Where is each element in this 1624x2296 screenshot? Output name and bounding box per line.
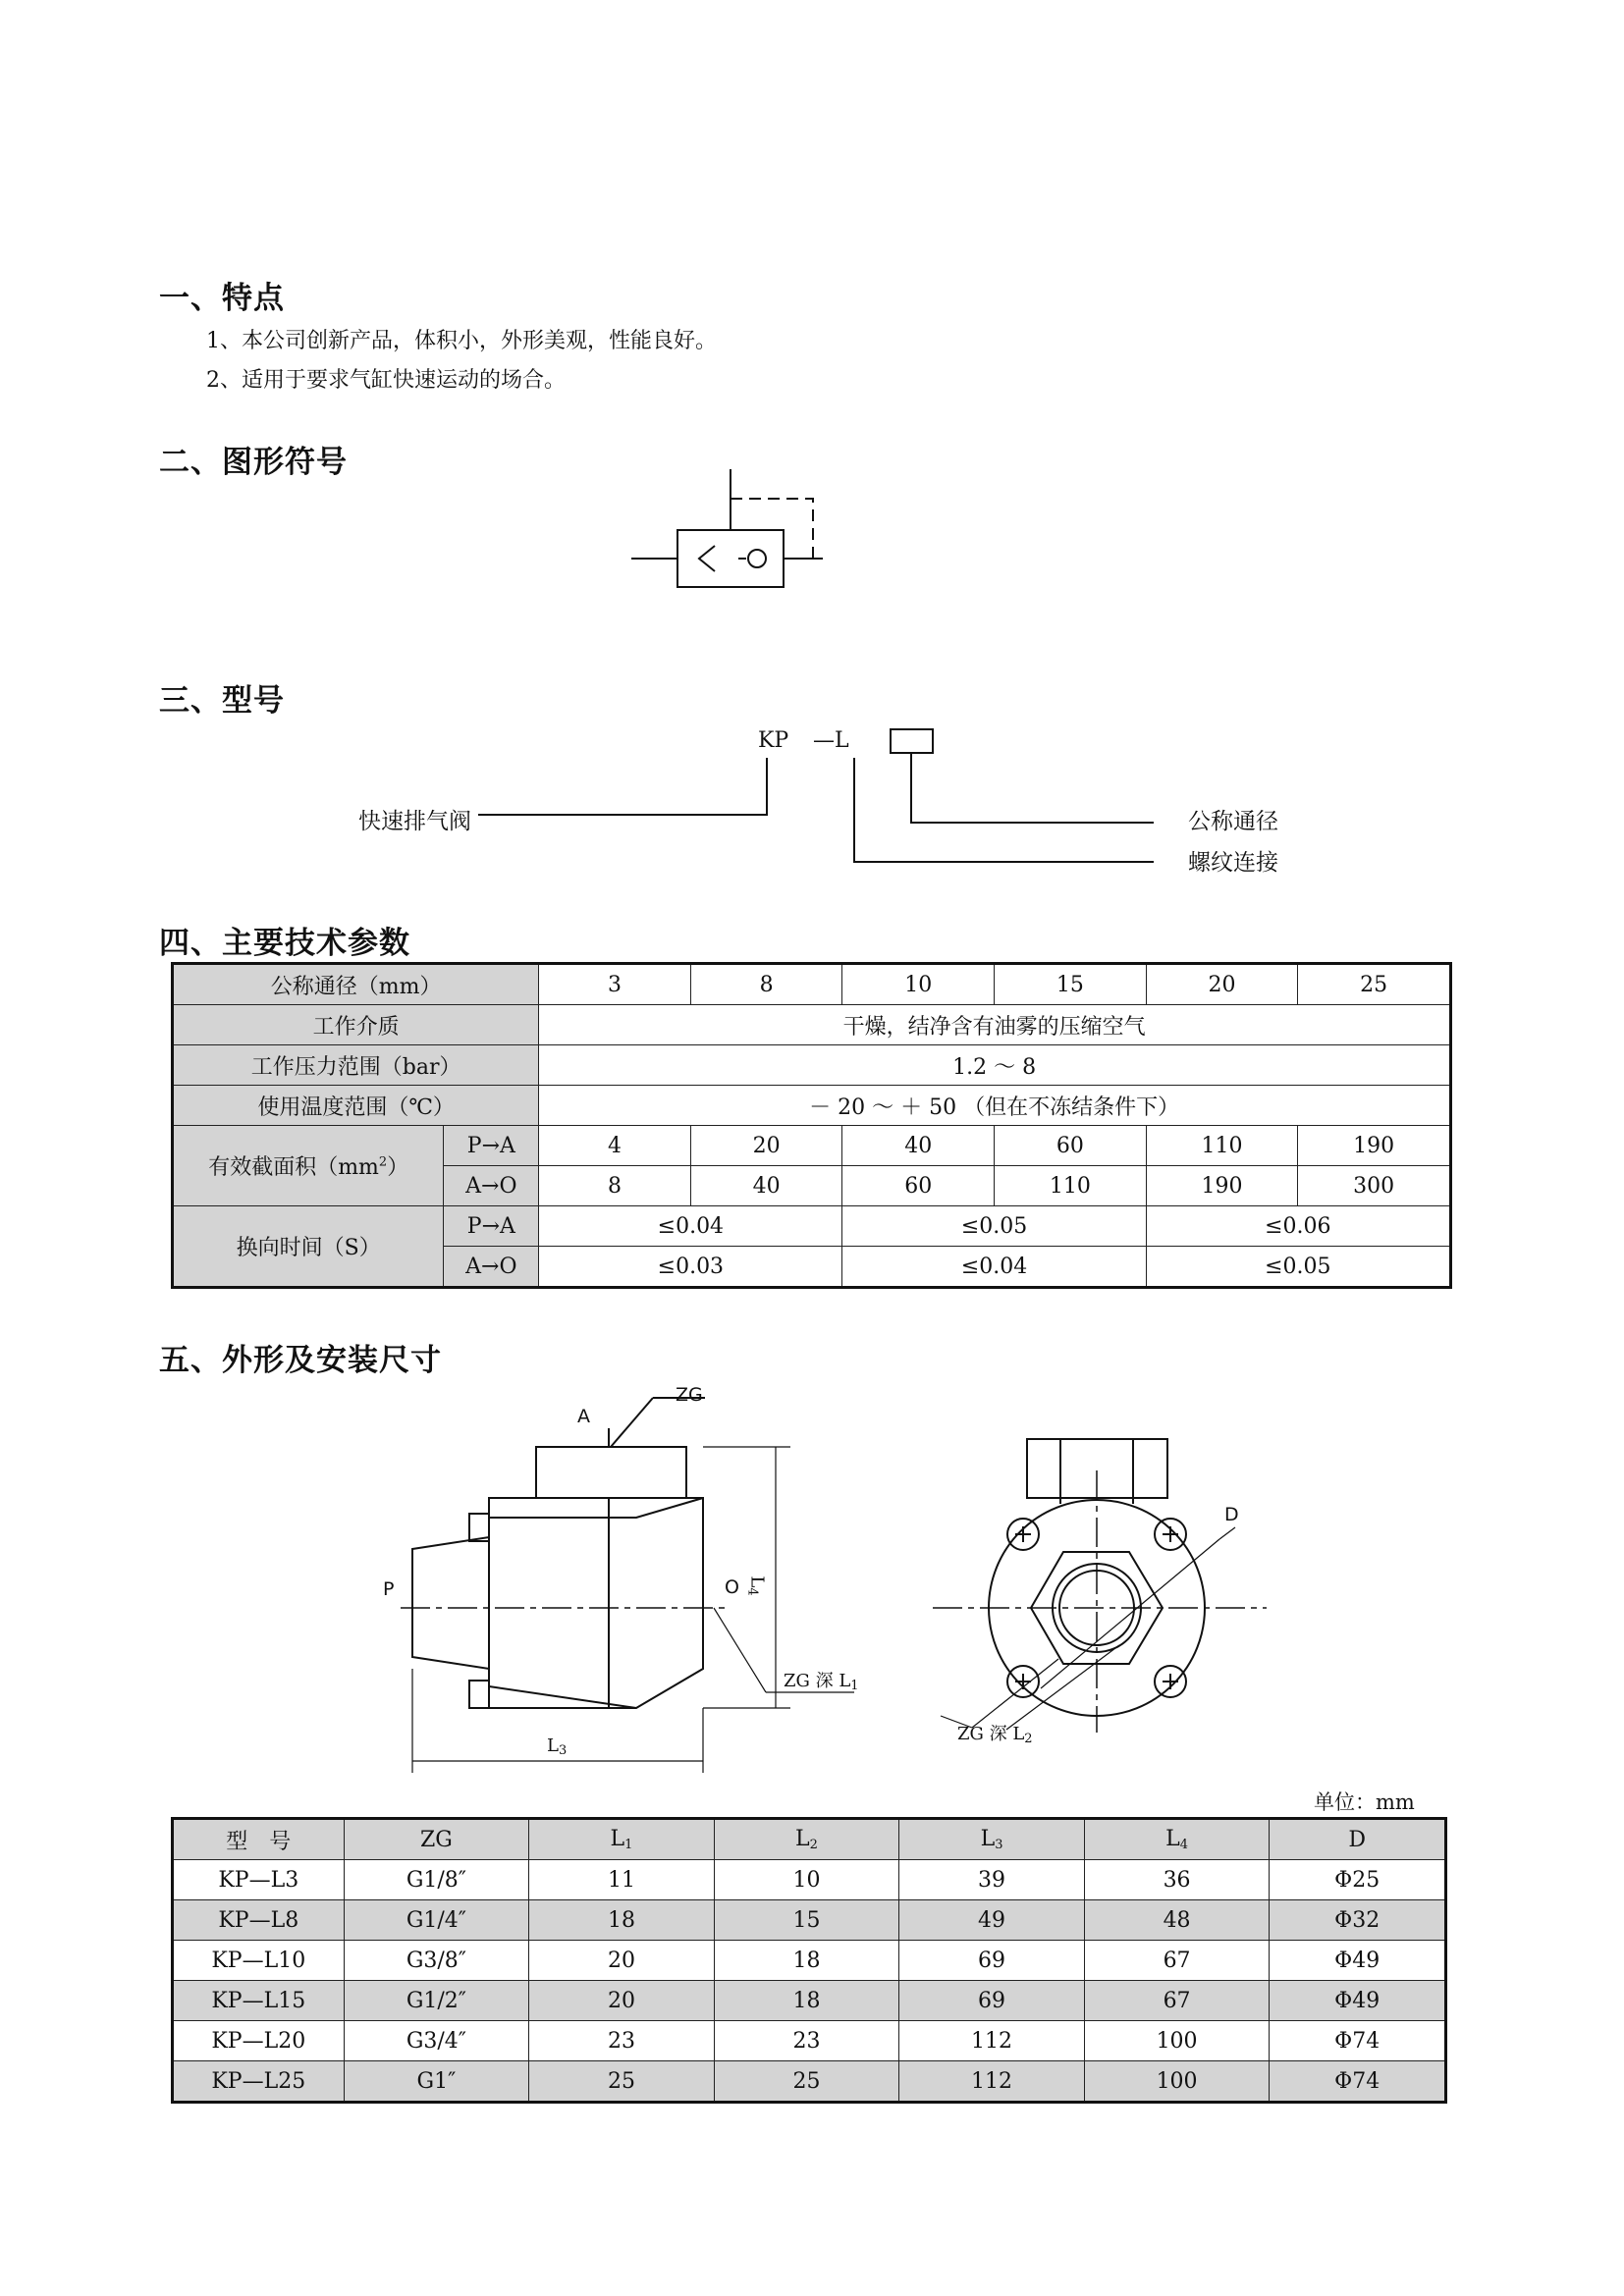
cell: KP—L3 <box>173 1860 345 1900</box>
spec-diameter-cell: 25 <box>1298 964 1451 1005</box>
spec-label-diameter: 公称通径（mm） <box>173 964 539 1005</box>
header-cell: $L_1$ <box>529 1819 715 1860</box>
cell: KP—L8 <box>173 1900 345 1941</box>
spec-area-cell: 60 <box>995 1126 1147 1166</box>
spec-diameter-cell: 15 <box>995 964 1147 1005</box>
cell: 67 <box>1084 1981 1270 2021</box>
cell: 18 <box>529 1900 715 1941</box>
spec-area-cell: 8 <box>539 1166 691 1206</box>
cell: KP—L25 <box>173 2061 345 2103</box>
spec-area-cell: 4 <box>539 1126 691 1166</box>
spec-area-cell: 40 <box>690 1166 842 1206</box>
cell: KP—L10 <box>173 1941 345 1981</box>
spec-switch-cell: ≤0.03 <box>539 1247 842 1288</box>
table-row <box>173 1981 1446 2021</box>
table-row <box>173 1086 1451 1126</box>
spec-label-switch: 换向时间（S） <box>173 1206 444 1288</box>
label-p: P <box>383 1578 395 1600</box>
label-l3: $L_3$ <box>547 1735 568 1758</box>
front-view-drawing <box>933 1439 1267 1733</box>
spec-switch-cell: ≤0.05 <box>1146 1247 1450 1288</box>
section-params-heading: 四、主要技术参数 <box>159 926 410 961</box>
spec-switch-cell: ≤0.06 <box>1146 1206 1450 1247</box>
model-code-l: —L <box>813 728 849 753</box>
cell: Φ25 <box>1270 1860 1446 1900</box>
table-row <box>173 1206 1451 1247</box>
cell: 18 <box>714 1941 899 1981</box>
spec-switch-cell: ≤0.04 <box>539 1206 842 1247</box>
table-row <box>173 2021 1446 2061</box>
header-cell: D <box>1270 1819 1446 1860</box>
cell: G3/8″ <box>344 1941 529 1981</box>
model-label-thread: 螺纹连接 <box>1188 850 1278 876</box>
label-l4: $L_4$ <box>744 1575 768 1596</box>
spec-ao-label: A→O <box>444 1247 539 1288</box>
label-zg-l1: ZG 深 $L_1$ <box>784 1671 859 1693</box>
cell: 112 <box>899 2061 1085 2103</box>
spec-area-cell: 300 <box>1298 1166 1451 1206</box>
spec-temp-value: － 20 ～ ＋ 50 （但在不冻结条件下） <box>539 1086 1451 1126</box>
header-cell: ZG <box>344 1819 529 1860</box>
spec-diameter-cell: 20 <box>1146 964 1298 1005</box>
label-zg: ZG <box>676 1384 703 1406</box>
spec-area-cell: 110 <box>995 1166 1147 1206</box>
spec-area-cell: 190 <box>1146 1166 1298 1206</box>
cell: G1/8″ <box>344 1860 529 1900</box>
table-row <box>173 1126 1451 1166</box>
dimension-table <box>171 1817 1447 2104</box>
label-o: O <box>725 1576 739 1598</box>
table-row <box>173 1941 1446 1981</box>
cell: 112 <box>899 2021 1085 2061</box>
model-label-diameter: 公称通径 <box>1188 809 1278 834</box>
quick-exhaust-valve-symbol <box>631 469 823 587</box>
spec-switch-cell: ≤0.04 <box>842 1247 1146 1288</box>
label-zg-l2: ZG 深 $L_2$ <box>957 1724 1033 1746</box>
cell: 18 <box>714 1981 899 2021</box>
cell: Φ74 <box>1270 2061 1446 2103</box>
spec-diameter-cell: 3 <box>539 964 691 1005</box>
cell: 20 <box>529 1941 715 1981</box>
spec-diameter-cell: 10 <box>842 964 995 1005</box>
cell: G3/4″ <box>344 2021 529 2061</box>
table-row <box>173 1860 1446 1900</box>
spec-area-cell: 110 <box>1146 1126 1298 1166</box>
spec-area-cell: 20 <box>690 1126 842 1166</box>
spec-pa-label: P→A <box>444 1206 539 1247</box>
cell: KP—L20 <box>173 2021 345 2061</box>
cell: KP—L15 <box>173 1981 345 2021</box>
label-d: D <box>1224 1504 1239 1525</box>
cell: 11 <box>529 1860 715 1900</box>
cell: Φ49 <box>1270 1981 1446 2021</box>
table-row <box>173 1045 1451 1086</box>
side-view-drawing <box>401 1398 854 1773</box>
model-code-kp: KP <box>758 728 789 753</box>
table-row <box>173 1005 1451 1045</box>
cell: G1/4″ <box>344 1900 529 1941</box>
header-cell: $L_2$ <box>714 1819 899 1860</box>
cell: 49 <box>899 1900 1085 1941</box>
spec-pa-label: P→A <box>444 1126 539 1166</box>
spec-diameter-cell: 8 <box>690 964 842 1005</box>
header-cell: 型 号 <box>173 1819 345 1860</box>
spec-pressure-value: 1.2 ～ 8 <box>539 1045 1451 1086</box>
feature-2: 2、适用于要求气缸快速运动的场合。 <box>206 368 566 393</box>
cell: 48 <box>1084 1900 1270 1941</box>
cell: 67 <box>1084 1941 1270 1981</box>
spec-label-temp: 使用温度范围（℃） <box>173 1086 539 1126</box>
section-features-heading: 一、特点 <box>159 281 285 316</box>
spec-ao-label: A→O <box>444 1166 539 1206</box>
header-cell: $L_3$ <box>899 1819 1085 1860</box>
spec-switch-cell: ≤0.05 <box>842 1206 1146 1247</box>
cell: 23 <box>714 2021 899 2061</box>
cell: 20 <box>529 1981 715 2021</box>
spec-label-medium: 工作介质 <box>173 1005 539 1045</box>
cell: 15 <box>714 1900 899 1941</box>
cell: 10 <box>714 1860 899 1900</box>
spec-area-cell: 190 <box>1298 1126 1451 1166</box>
spec-area-cell: 40 <box>842 1126 995 1166</box>
cell: 69 <box>899 1941 1085 1981</box>
spec-label-area: 有效截面积$(mm^2)$ <box>173 1126 444 1206</box>
cell: 25 <box>529 2061 715 2103</box>
table-header-row <box>173 1819 1446 1860</box>
feature-1: 1、本公司创新产品，体积小，外形美观，性能良好。 <box>206 329 717 353</box>
cell: G1/2″ <box>344 1981 529 2021</box>
header-cell: $L_4$ <box>1084 1819 1270 1860</box>
cell: G1″ <box>344 2061 529 2103</box>
table-row <box>173 1900 1446 1941</box>
spec-table <box>171 962 1452 1289</box>
spec-label-pressure: 工作压力范围（bar） <box>173 1045 539 1086</box>
cell: 25 <box>714 2061 899 2103</box>
section-model-heading: 三、型号 <box>159 683 285 719</box>
spec-area-cell: 60 <box>842 1166 995 1206</box>
cell: 69 <box>899 1981 1085 2021</box>
cell: 39 <box>899 1860 1085 1900</box>
table-row <box>173 2061 1446 2103</box>
label-a: A <box>577 1406 590 1427</box>
cell: 23 <box>529 2021 715 2061</box>
model-label-valve: 快速排气阀 <box>358 809 471 834</box>
unit-label: 单位：mm <box>1314 1790 1415 1814</box>
cell: 100 <box>1084 2061 1270 2103</box>
spec-medium-value: 干燥，结净含有油雾的压缩空气 <box>539 1005 1451 1045</box>
section-symbol-heading: 二、图形符号 <box>159 445 348 480</box>
cell: Φ32 <box>1270 1900 1446 1941</box>
cell: Φ49 <box>1270 1941 1446 1981</box>
cell: 36 <box>1084 1860 1270 1900</box>
cell: Φ74 <box>1270 2021 1446 2061</box>
section-dimensions-heading: 五、外形及安装尺寸 <box>159 1343 442 1378</box>
table-row <box>173 964 1451 1005</box>
cell: 100 <box>1084 2021 1270 2061</box>
